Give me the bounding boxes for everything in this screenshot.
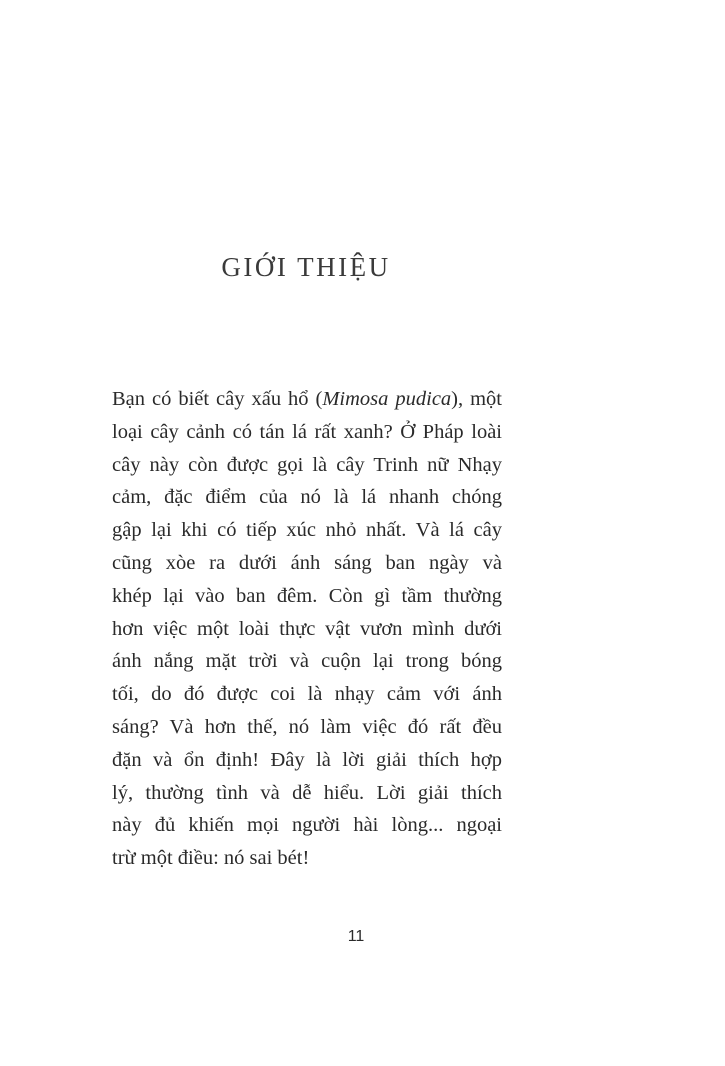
scientific-name: Mimosa pudica	[322, 388, 452, 410]
page-number: 11	[347, 928, 365, 945]
text-line: đặn và ổn định! Đây là lời giải thích hợp	[112, 748, 502, 771]
text-line: này đủ khiến mọi người hài lòng... ngoại	[112, 814, 502, 837]
text-line: cây này còn được gọi là cây Trinh nữ Nhạy	[112, 453, 502, 476]
text-line: khép lại vào ban đêm. Còn gì tầm thường	[112, 584, 502, 607]
text-line: lý, thường tình và dễ hiểu. Lời giải thích	[112, 781, 502, 804]
text-segment: ), một	[451, 388, 502, 410]
text-line: trừ một điều: nó sai bét!	[112, 847, 310, 870]
text-line: cũng xòe ra dưới ánh sáng ban ngày và	[112, 551, 502, 574]
text-line	[112, 383, 502, 416]
text-line: loại cây cảnh có tán lá rất xanh? Ở Pháp loài	[112, 420, 502, 443]
chapter-title: GIỚI THIỆU	[221, 252, 391, 282]
text-line: gập lại khi có tiếp xúc nhỏ nhất. Và lá cây	[112, 519, 502, 542]
text-segment: Bạn có biết cây xấu hổ (	[112, 388, 323, 410]
text-line: tối, do đó được coi là nhạy cảm với ánh	[112, 683, 502, 706]
body-paragraph	[112, 383, 502, 875]
text-line: sáng? Và hơn thế, nó làm việc đó rất đều	[112, 715, 502, 738]
text-line: ánh nắng mặt trời và cuộn lại trong bóng	[112, 650, 502, 673]
text-line: hơn việc một loài thực vật vươn mình dưới	[112, 617, 502, 640]
text-line: cảm, đặc điểm của nó là lá nhanh chóng	[112, 486, 502, 509]
